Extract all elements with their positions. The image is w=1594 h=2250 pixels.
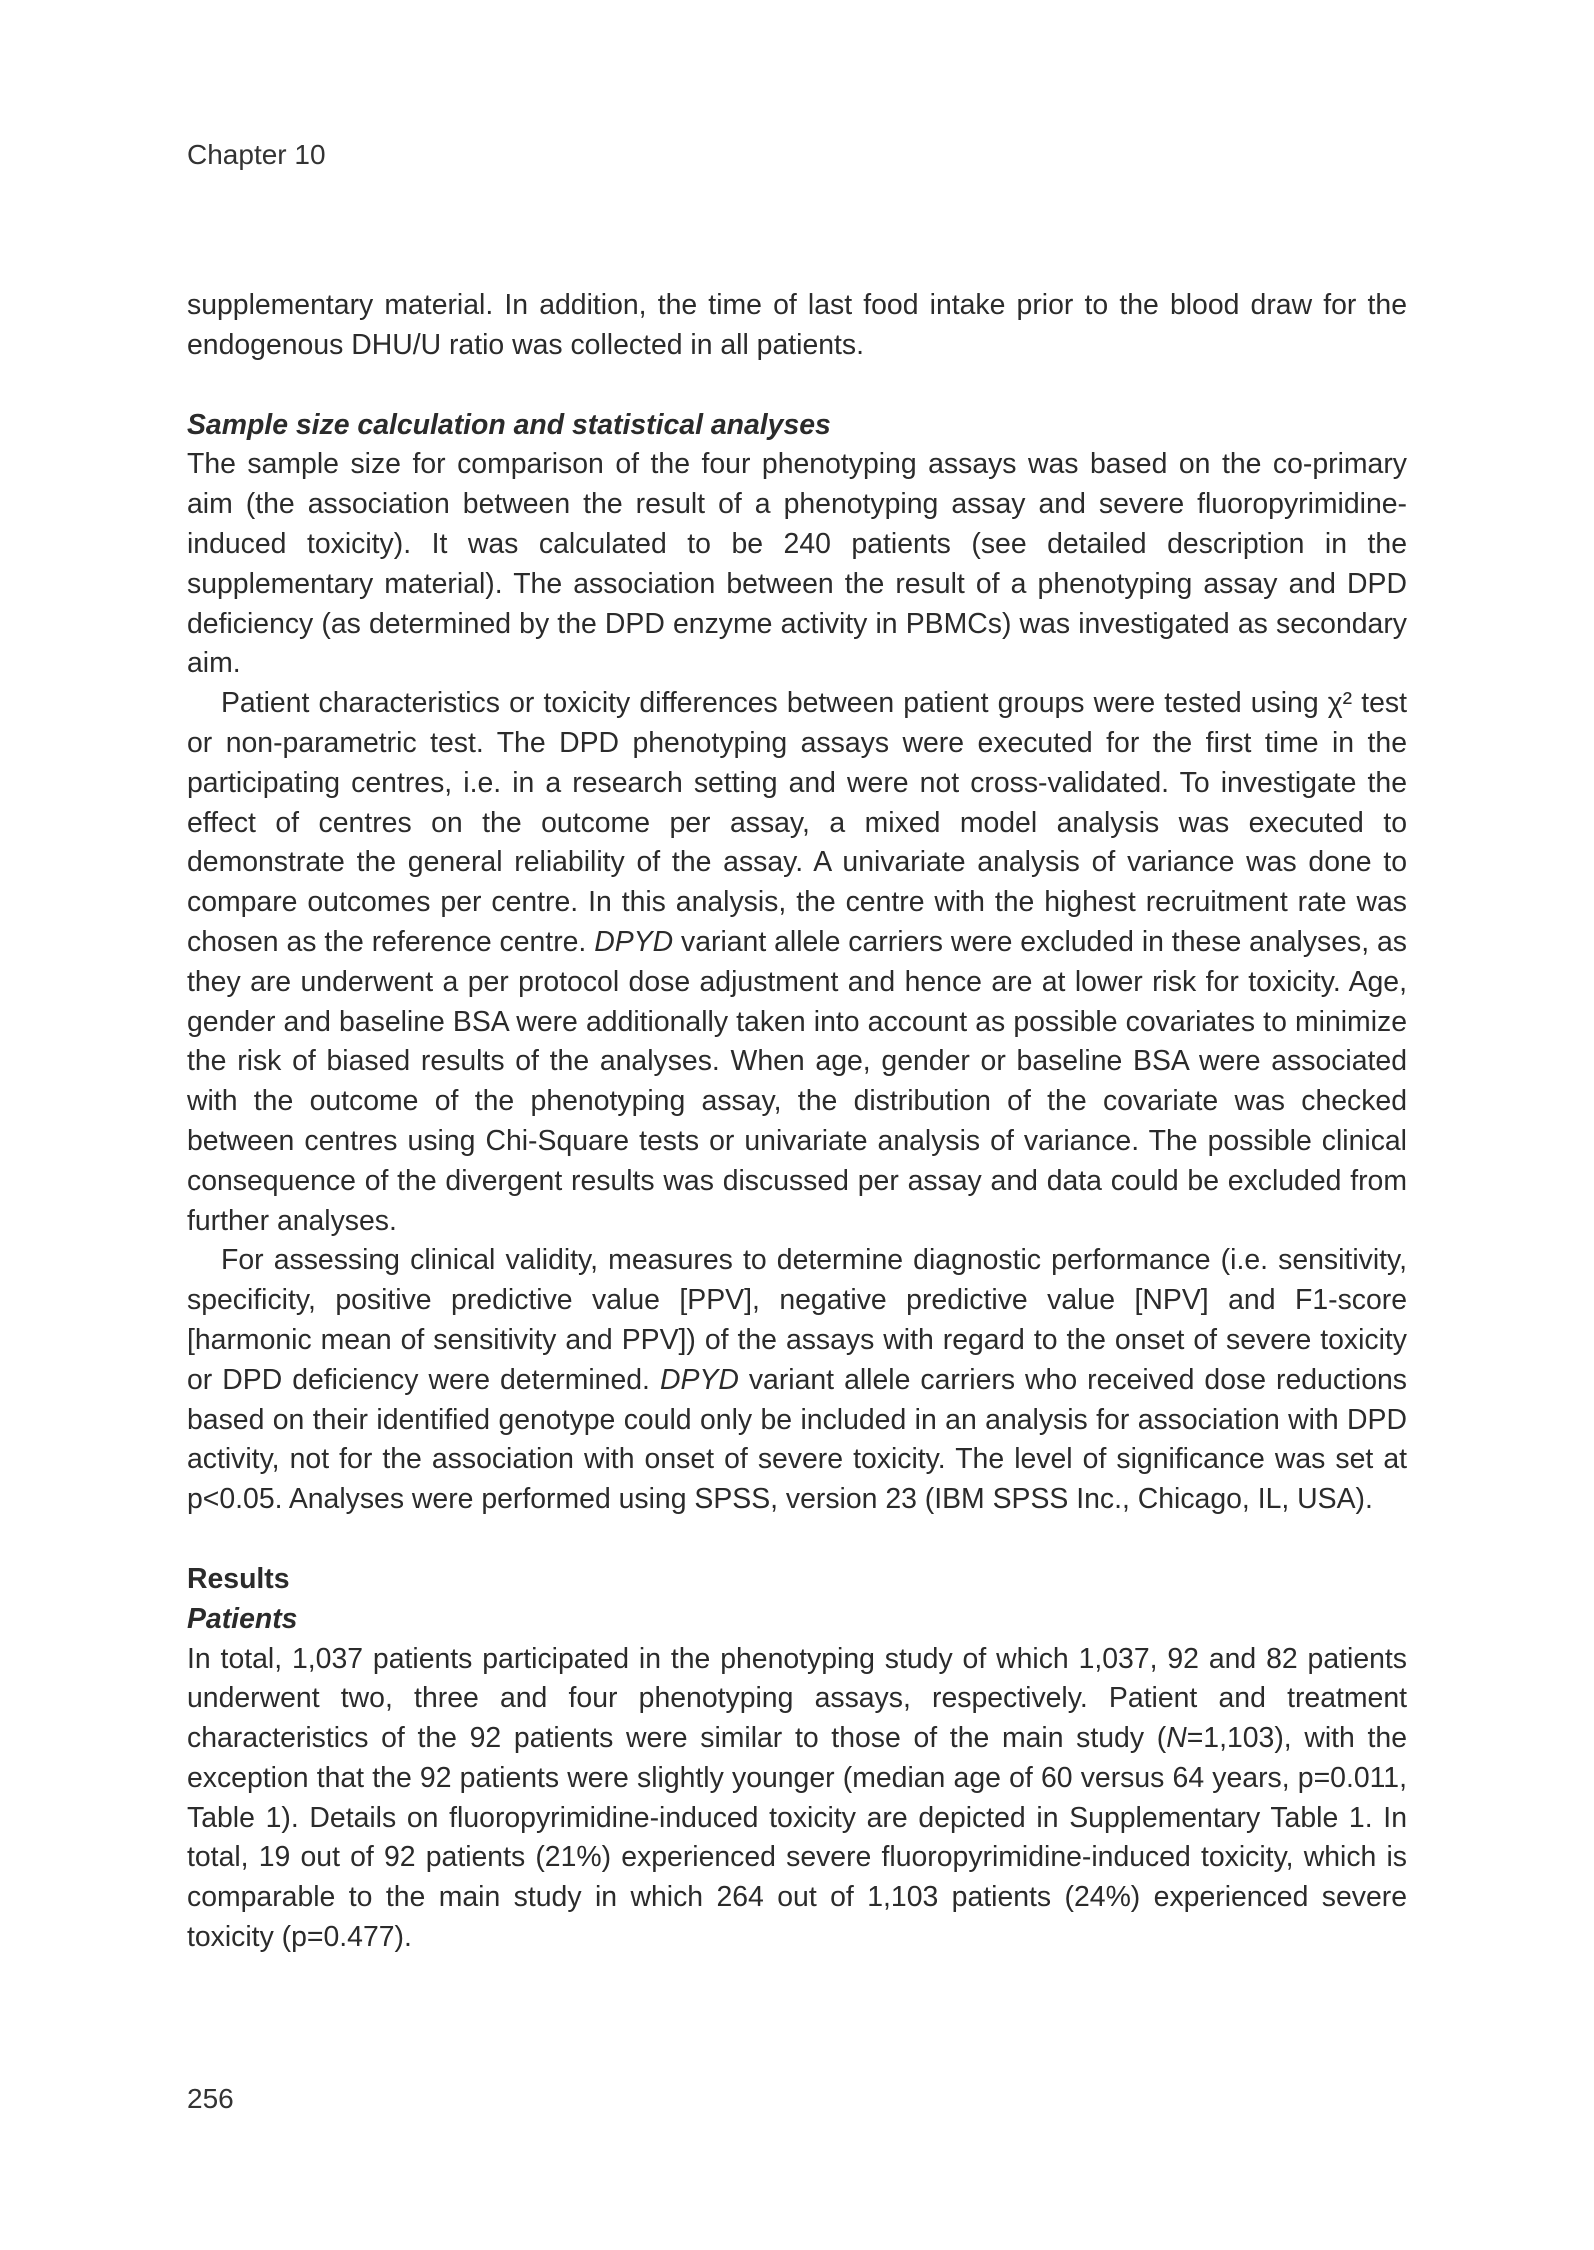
stats-paragraph-1: The sample size for comparison of the four phenotyping assays was based on the co-primary aim (the association between the result of a phenotyping assay and severe fluoropyrimidine-induced toxicity). It was calculated to be 240 patients (see detailed description in the supplementary material). The association between the result of a phenotyping assay and DPD deficiency (as determined by the DPD enzyme activity in PBMCs) was investigated as secondary aim.: [187, 448, 1407, 680]
gene-name: DPYD: [659, 1363, 739, 1396]
stats-heading: Sample size calculation and statistical analyses: [187, 408, 831, 441]
stats-paragraph-3-part-a: For assessing clinical validity, measures to determine diagnostic performance (i.e. sensitivity, specificity, positive predictive value [PPV], negative predictive value [NPV] and F1-score [harmonic mean of sensitivity and PPV]) of the assays with regard to the onset of severe toxicity or DPD deficiency were determined.: [187, 1244, 1407, 1396]
spacer: [187, 366, 1407, 406]
body-text: [187, 286, 1407, 1958]
stats-paragraph-2: [187, 684, 1407, 1241]
sample-size-symbol: N: [1166, 1722, 1187, 1755]
gene-name: DPYD: [594, 925, 674, 958]
stats-paragraph-3-part-b: variant allele carriers who received dose reductions based on their identified genotype could only be included in an analysis for association with DPD activity, not for the association with onset of severe toxicity. The level of significance was set at p<0.05. Analyses were performed using SPSS, version 23 (IBM SPSS Inc., Chicago, IL, USA).: [187, 1363, 1407, 1516]
running-header: Chapter 10: [187, 139, 326, 170]
stats-paragraph-3: [187, 1241, 1407, 1520]
stats-paragraph-2-part-b: variant allele carriers were excluded in these analyses, as they are underwent a per protocol dose adjustment and hence are at lower risk for toxicity. Age, gender and baseline BSA were additionally taken into account as possible covariates to minimize the risk of biased results of the analyses. When age, gender or baseline BSA were associated with the outcome of the phenotyping assay, the distribution of the covariate was checked between centres using Chi-Square tests or univariate analysis of variance. The possible clinical consequence of the divergent results was discussed per assay and data could be excluded from further analyses.: [187, 925, 1407, 1237]
results-heading: Results: [187, 1562, 290, 1595]
patients-subheading: Patients: [187, 1602, 298, 1635]
results-paragraph-1-part-b: =1,103), with the exception that the 92 patients were slightly younger (median age of 60 versus 64 years, p=0.011, Table 1). Details on fluoropyrimidine-induced toxicity are depicted in Supplementary Table 1. In total, 19 out of 92 patients (21%) experienced severe fluoropyrimidine-induced toxicity, which is comparable to the main study in which 264 out of 1,103 patients (24%) experienced severe toxicity (p=0.477).: [187, 1722, 1407, 1954]
results-paragraph-1: [187, 1640, 1407, 1958]
stats-paragraph-2-part-a: Patient characteristics or toxicity differences between patient groups were tested using χ² test or non-parametric test. The DPD phenotyping assays were executed for the first time in the participating centres, i.e. in a research setting and were not cross-validated. To investigate the effect of centres on the outcome per assay, a mixed model analysis was executed to demonstrate the general reliability of the assay. A univariate analysis of variance was done to compare outcomes per centre. In this analysis, the centre with the highest recruitment rate was chosen as the reference centre.: [187, 687, 1407, 958]
results-paragraph-1-part-a: In total, 1,037 patients participated in the phenotyping study of which 1,037, 92 and 82 patients underwent two, three and four phenotyping assays, respectively. Patient and treatment characteristics of the 92 patients were similar to those of the main study (: [187, 1642, 1407, 1755]
spacer: [187, 1520, 1407, 1560]
page-number: 256: [187, 2083, 234, 2114]
intro-paragraph: supplementary material. In addition, the time of last food intake prior to the blood draw for the endogenous DHU/U ratio was collected in all patients.: [187, 289, 1407, 361]
